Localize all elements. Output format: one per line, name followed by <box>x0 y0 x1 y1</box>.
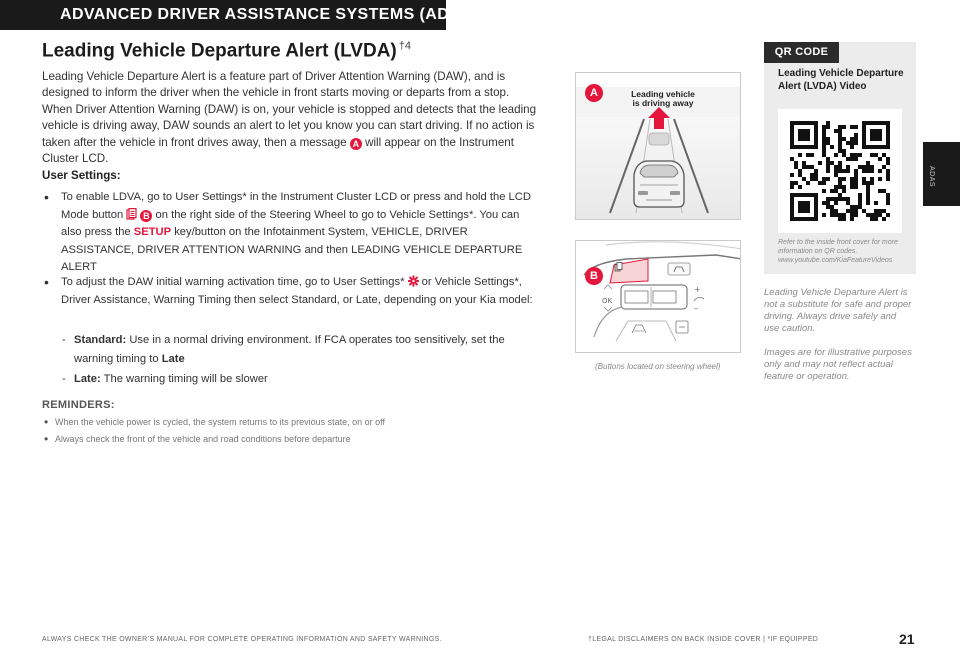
page-number: 21 <box>899 631 915 647</box>
intro-text-2: will appear on the Instrument Cluster LCD. <box>42 135 514 166</box>
footer-legal: †LEGAL DISCLAIMERS ON BACK INSIDE COVER | *IF EQUIPPED <box>588 636 819 643</box>
gear-icon <box>408 275 419 287</box>
standard-late-value: Late <box>161 353 185 365</box>
intro-paragraph <box>42 69 542 167</box>
timing-standard-item <box>62 331 542 369</box>
late-label: Late: <box>74 373 101 385</box>
timing-late-item <box>62 370 542 389</box>
steering-wheel-buttons-illustration <box>575 240 741 353</box>
setup-key-label: SETUP <box>133 226 172 238</box>
bullet2-text-2: or Vehicle Settings*, Driver Assistance, Warning Timing then select Standard, or Late, depending on your Kia model: <box>61 276 533 306</box>
safety-note: Leading Vehicle Departure Alert is not a substitute for safe and proper driving. Always drive safely and use caution. <box>764 287 912 334</box>
cluster-message <box>623 90 703 107</box>
marker-a-badge: A <box>350 138 362 150</box>
marker-b-badge: B <box>140 210 152 222</box>
cluster-message-line2: is driving away <box>632 97 694 108</box>
lcd-mode-icon <box>126 208 137 220</box>
bullet-dot: • <box>44 432 49 446</box>
legal-superscript: †4 <box>398 40 411 52</box>
bullet-dot: • <box>44 189 49 205</box>
section-header-bar <box>0 0 478 30</box>
standard-text: Use in a normal driving environment. If FCA operates too sensitively, set the warning timing to <box>74 334 505 365</box>
dash-marker: - <box>62 334 66 346</box>
page-title <box>42 40 411 62</box>
leading-vehicle-icon <box>649 133 669 145</box>
dash-marker: - <box>62 373 66 385</box>
own-vehicle-icon <box>634 161 684 207</box>
page-title-text: Leading Vehicle Departure Alert (LVDA) <box>42 40 397 62</box>
bullet-dot: • <box>44 415 49 429</box>
figure-b-caption: (Buttons located on steering wheel) <box>595 362 721 371</box>
reminder-item <box>42 434 351 444</box>
standard-label: Standard: <box>74 334 127 346</box>
intro-text-1: Leading Vehicle Departure Alert is a feature part of Driver Attention Warning (DAW), and is designed to inform the driver when the vehicle in front starts moving or departs from a stop. When Driver Attention Warning (DAW) is on, your vehicle is stopped and detects that the leading vehicle is driving away, DAW sounds an alert to let you know you can start driving. If no action is taken after the vehicle in front drives away, then a message <box>42 70 537 149</box>
bullet1-text-2: on the right side of the Steering Wheel to go to Vehicle Settings*. You can also press the <box>61 208 520 238</box>
qr-code-icon[interactable] <box>778 109 902 233</box>
svg-text:–: – <box>694 304 698 313</box>
bullet-dot: • <box>44 274 49 290</box>
steering-wheel-icon <box>576 241 741 353</box>
illustration-disclaimer: Images are for illustrative purposes only and may not reflect actual feature or operation. <box>764 347 912 382</box>
bullet2-text-1: To adjust the DAW initial warning activation time, go to User Settings* <box>61 276 405 288</box>
qr-code-graphic <box>778 109 902 233</box>
reminder-item <box>42 417 385 427</box>
svg-text:+: + <box>694 285 701 294</box>
reminder-text: Always check the front of the vehicle and road conditions before departure <box>55 434 351 444</box>
bullet1-text-1: To enable LDVA, go to User Settings* in the Instrument Cluster LCD or press and hold the LCD Mode button <box>61 191 531 221</box>
qr-video-title: Leading Vehicle Departure Alert (LVDA) Video <box>778 68 904 92</box>
ok-label: OK <box>602 297 613 305</box>
qr-note: Refer to the inside front cover for more information on QR codes. www.youtube.com/KiaFeatureVideos <box>778 239 898 264</box>
late-text: The warning timing will be slower <box>103 373 268 385</box>
cluster-message-line1: Leading vehicle <box>631 89 695 99</box>
qr-code-tab: QR CODE <box>764 42 839 63</box>
user-settings-heading: User Settings: <box>42 169 121 182</box>
reminder-text: When the vehicle power is cycled, the system returns to its previous state, on or off <box>55 417 385 427</box>
figure-a-badge: A <box>585 84 603 102</box>
reminders-heading: REMINDERS: <box>42 399 115 411</box>
footer-warning: ALWAYS CHECK THE OWNER’S MANUAL FOR COMPLETE OPERATING INFORMATION AND SAFETY WARNINGS. <box>42 636 442 643</box>
bullet1-text-3: key/button on the Infotainment System, VEHICLE, DRIVER ASSISTANCE, DRIVER ATTENTION WARNING and then LEADING VEHICLE DEPARTURE ALERT <box>61 226 523 273</box>
figure-b-badge: B <box>585 267 603 285</box>
bullet-enable-lvda <box>42 189 542 277</box>
section-title: ADVANCED DRIVER ASSISTANCE SYSTEMS (ADAS) <box>60 6 478 23</box>
section-side-tab-label: ADAS <box>928 166 935 188</box>
bullet-adjust-timing <box>42 274 542 309</box>
